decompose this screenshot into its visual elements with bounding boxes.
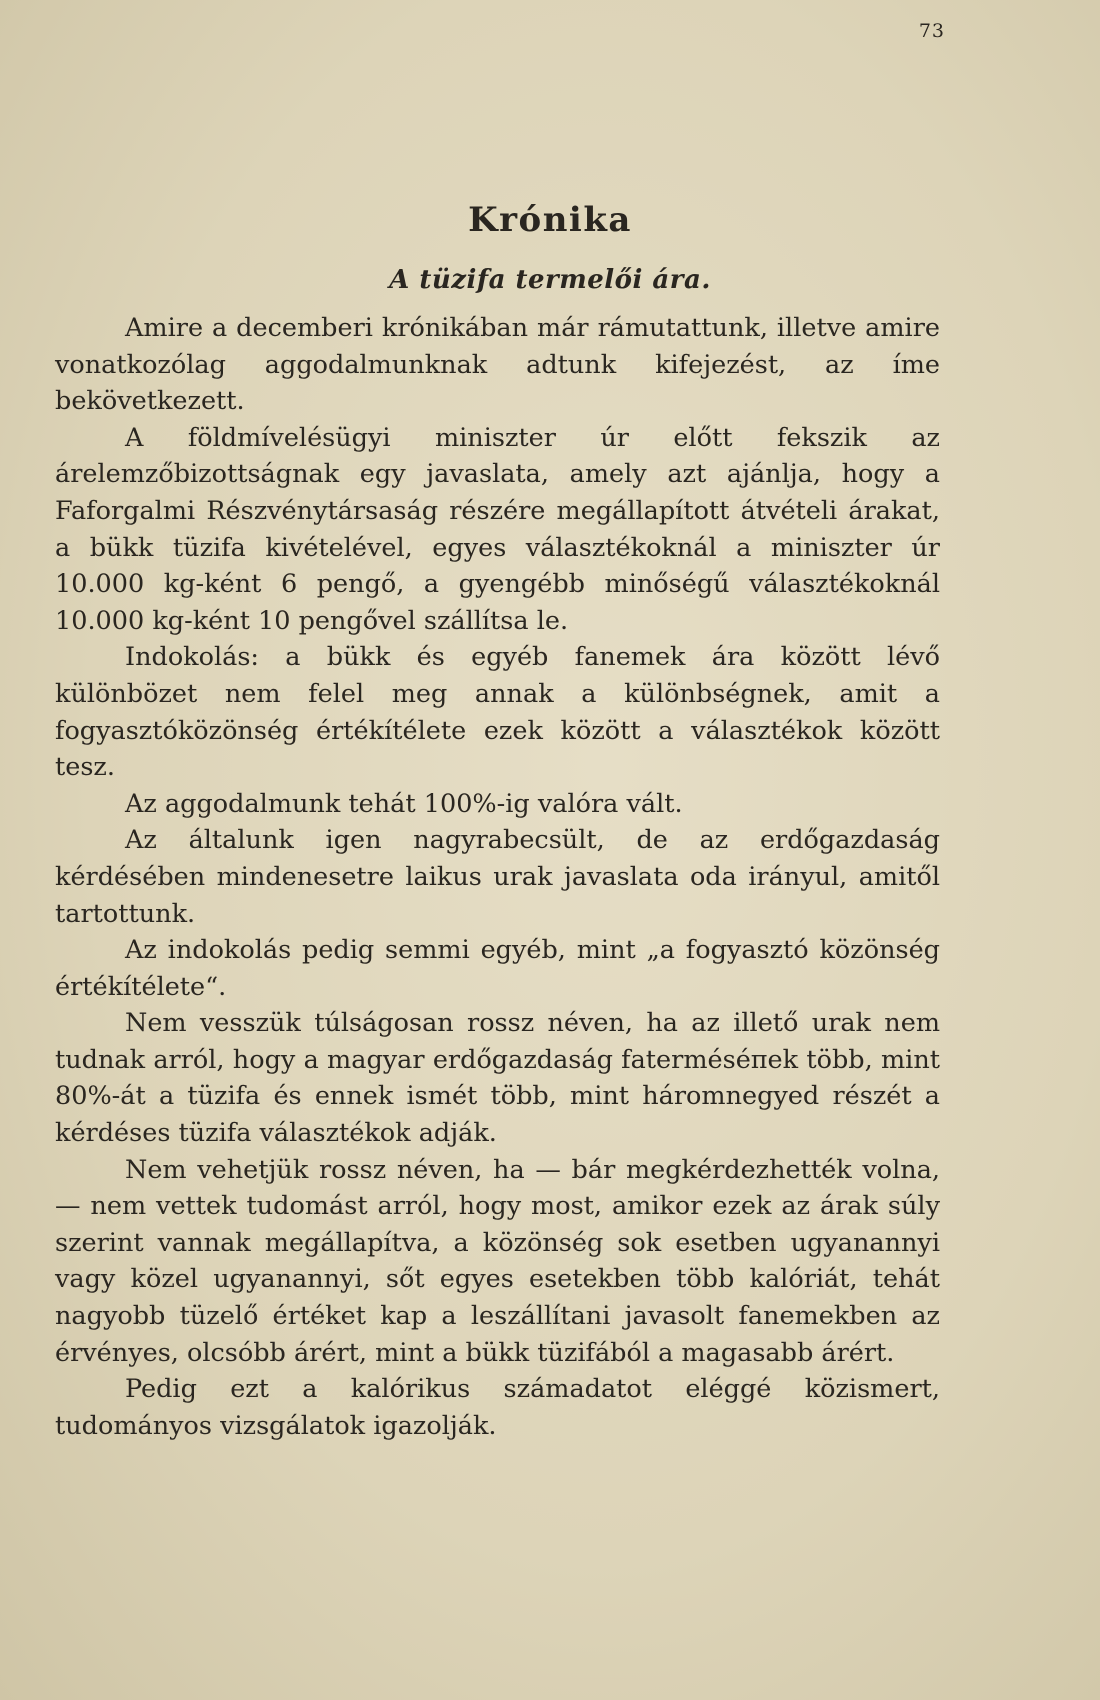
paragraph: Pedig ezt a kalórikus számadatot eléggé közismert, tudományos vizsgálatok igazolják. <box>55 1374 940 1441</box>
paragraph: Nem vehetjük rossz néven, ha — bár megkérdezhették volna, — nem vettek tudomást arról, hogy most, amikor ezek az árak súly szerint vannak megállapítva, a közönség sok esetben ugyanannyi vagy közel ugyanannyi, sőt egyes esetekben több kalóriát, tehát nagyobb tüzelő értéket kap a leszállítani javasolt fanemekben az érvényes, olcsóbb árért, mint a bükk tüzifából a magasabb árért. <box>55 1154 940 1368</box>
paragraph: Az általunk igen nagyrabecsült, de az erdőgazdaság kérdésében mindenesetre laikus urak javaslata oda irányul, amitől tartottunk. <box>55 825 940 929</box>
paragraph: Nem vesszük túlságosan rossz néven, ha az illető urak nem tudnak arról, hogy a magyar erdőgazdaság faterméséπek több, mint 80%-át a tüzifa és ennek ismét több, mint háromnegyed részét a kérdéses tüzifa választékok adják. <box>55 1008 940 1149</box>
page-number: 73 <box>918 20 945 42</box>
page-headline: Krónika <box>468 200 632 240</box>
paragraph: Indokolás: a bükk és egyéb fanemek ára között lévő különbözet nem felel meg annak a különbségnek, amit a fogyasztóközönség értékítélete ezek között a választékok között tesz. <box>55 642 940 783</box>
article-subtitle: A tüzifa termelői ára. <box>389 265 711 295</box>
paragraph: Amire a decemberi krónikában már rámutattunk, illetve amire vonatkozólag aggodalmunknak adtunk kifejezést, az íme bekövetkezett. <box>55 313 940 417</box>
paragraph: A földmívelésügyi miniszter úr előtt fekszik az árelemzőbizottságnak egy javaslata, amely azt ajánlja, hogy a Faforgalmi Részvénytársaság részére megállapított átvételi árakat, a bükk tüzifa kivételével, egyes választékoknál a miniszter úr 10.000 kg-ként 6 pengő, a gyengébb minőségű választékoknál 10.000 kg-ként 10 pengővel szállítsa le. <box>55 422 940 636</box>
paragraph: Az aggodalmunk tehát 100%-ig valóra vált. <box>125 788 683 819</box>
paragraph: Az indokolás pedig semmi egyéb, mint „a fogyasztó közönség értékítélete“. <box>55 935 940 1002</box>
article-body <box>55 310 940 1444</box>
